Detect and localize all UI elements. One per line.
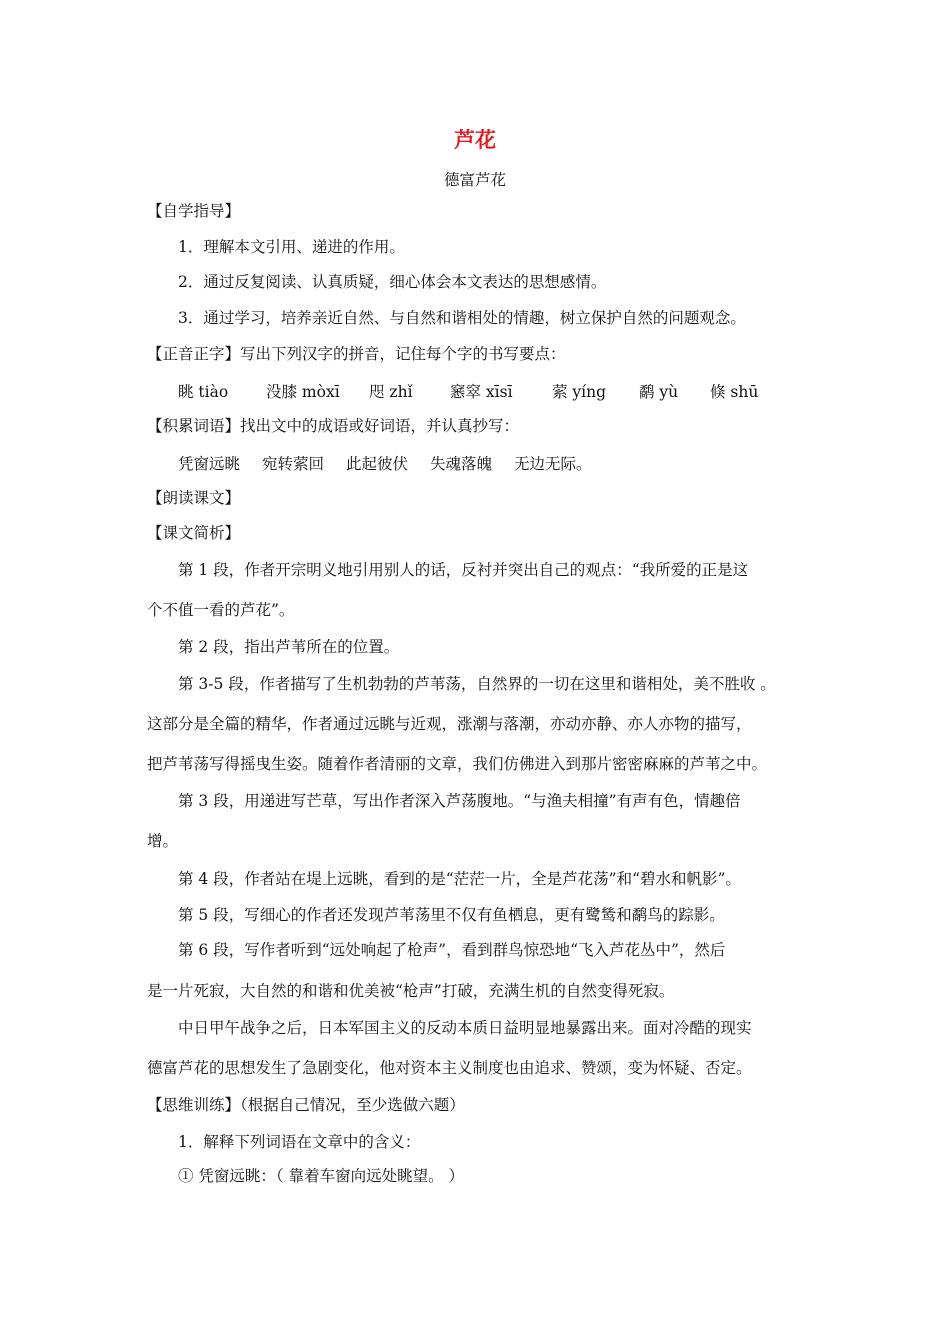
idiom-word: 失魂落魄 [430, 455, 493, 473]
study-item-2: 2．通过反复阅读、认真质疑，细心体会本文表达的思想感情。 [178, 273, 607, 291]
section-header-pronunciation: 【正音正字】写出下列汉字的拼音，记住每个字的书写要点： [147, 345, 566, 363]
analysis-paragraph: 个不值一看的芦花”。 [147, 601, 295, 619]
analysis-paragraph: 第 6 段，写作者听到“远处响起了枪声”，看到群鸟惊恐地“飞入芦花丛中”，然后 [178, 941, 726, 959]
pinyin-word: 倏 shū [710, 383, 759, 401]
analysis-paragraph: 德富芦花的思想发生了急剧变化，他对资本主义制度也由追求、赞颂，变为怀疑、否定。 [147, 1059, 752, 1077]
section-header-reading: 【朗读课文】 [147, 489, 241, 507]
pinyin-word: 咫 zhǐ [369, 383, 413, 401]
idiom-word: 此起彼伏 [346, 455, 409, 473]
analysis-paragraph: 第 5 段，写细心的作者还发现芦苇荡里不仅有鱼栖息，更有鹭鸶和鹬鸟的踪影。 [178, 906, 725, 924]
pinyin-word: 窸窣 xīsī [450, 383, 513, 401]
study-item-3: 3．通过学习，培养亲近自然、与自然和谐相处的情趣，树立保护自然的问题观念。 [178, 309, 746, 327]
analysis-paragraph: 第 1 段，作者开宗明义地引用别人的话，反衬并突出自己的观点：“我所爱的正是这 [178, 561, 749, 579]
pinyin-word: 萦 yíng [552, 383, 607, 401]
analysis-paragraph: 是一片死寂，大自然的和谐和优美被“枪声”打破，充满生机的自然变得死寂。 [147, 982, 675, 1000]
section-header-analysis: 【课文简析】 [147, 524, 241, 542]
analysis-paragraph: 第 2 段，指出芦苇所在的位置。 [178, 638, 400, 656]
analysis-paragraph: 第 4 段，作者站在堤上远眺，看到的是“茫茫一片，全是芦花荡”和“碧水和帆影”。 [178, 870, 741, 888]
pinyin-word: 没膝 mòxī [266, 383, 340, 401]
idiom-word: 宛转萦回 [262, 455, 325, 473]
training-answer-item: ① 凭窗远眺：（ 靠着车窗向远处眺望。 ） [178, 1167, 465, 1185]
analysis-paragraph: 第 3 段，用递进写芒草，写出作者深入芦荡腹地。“与渔夫相撞”有声有色，情趣倍 [178, 792, 741, 810]
idiom-word: 无边无际。 [514, 455, 592, 473]
analysis-paragraph: 这部分是全篇的精华，作者通过远眺与近观，涨潮与落潮，亦动亦静、亦人亦物的描写， [147, 715, 752, 733]
section-header-self-study: 【自学指导】 [147, 202, 241, 220]
pinyin-word: 鹬 yù [639, 383, 679, 401]
author-name: 德富芦花 [443, 171, 506, 189]
section-header-vocabulary: 【积累词语】找出文中的成语或好词语，并认真抄写： [147, 417, 520, 435]
training-question: 1．解释下列词语在文章中的含义： [178, 1133, 421, 1151]
document-title: 芦花 [454, 128, 496, 152]
pinyin-word: 眺 tiào [178, 383, 229, 401]
study-item-1: 1．理解本文引用、递进的作用。 [178, 238, 405, 256]
analysis-paragraph: 增。 [147, 832, 179, 850]
analysis-paragraph: 把芦苇荡写得摇曳生姿。随着作者清丽的文章，我们仿佛进入到那片密密麻麻的芦苇之中。 [147, 755, 768, 773]
analysis-paragraph: 第 3-5 段，作者描写了生机勃勃的芦苇荡，自然界的一切在这里和谐相处，美不胜收 。 [178, 675, 776, 693]
section-header-training: 【思维训练】（根据自己情况，至少选做六题） [147, 1096, 465, 1114]
analysis-paragraph: 中日甲午战争之后，日本军国主义的反动本质日益明显地暴露出来。面对冷酷的现实 [178, 1019, 752, 1037]
idiom-word: 凭窗远眺 [178, 455, 241, 473]
